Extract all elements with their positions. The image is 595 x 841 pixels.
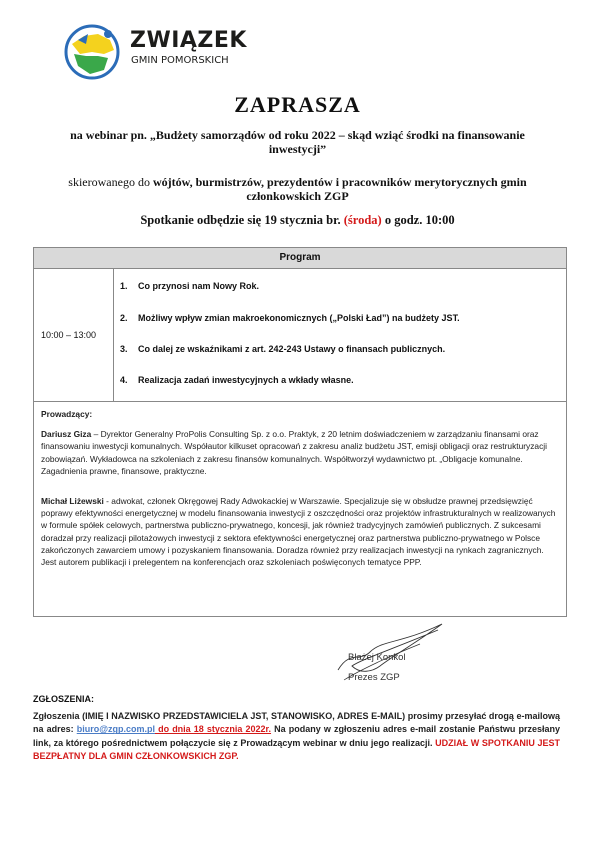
agenda-item: 2. Możliwy wpływ zmian makroekonomicznych („Polski Ład”) na budżety JST. — [120, 313, 460, 323]
signatory-name: Błażej Konkol — [348, 652, 406, 663]
deadline: do dnia 18 stycznia 2022r. — [155, 724, 272, 735]
email-link[interactable]: biuro@zgp.com.pl — [76, 724, 155, 735]
speaker-name: Michał Liżewski — [41, 496, 104, 507]
speakers-section — [41, 408, 561, 568]
free-notice: UDZIAŁ W SPOTKANIU JEST BEZPŁATNY DLA GMIN CZŁONKOWSKICH ZGP. — [33, 737, 560, 762]
row-divider — [34, 401, 566, 402]
audience-bold: wójtów, burmistrzów, prezydentów i pracowników merytorycznych gmin członkowskich ZGP — [152, 175, 527, 203]
zgp-logo — [64, 24, 247, 80]
webinar-title: na webinar pn. „Budżety samorządów od roku 2022 – skąd wziąć środki na finansowanie inwestycji” — [70, 128, 525, 156]
speaker-name: Dariusz Giza — [41, 429, 92, 440]
speaker-bio: Michał Liżewski - adwokat, członek Okręgowej Rady Adwokackiej w Warszawie. Specjalizuje się w obsłudze prawnej przedsięwzięć poprawy efektywności energetycznej w modelu finansowania inwestycji z oszczędności oraz projektów infrastrukturalnych w realizowanych w formule spółek celowych, partnerstwa publiczno-prywatnego, koncesji, jak również tradycyjnych zamówień publicznych. Z sukcesami doradzał przy realizacji pilotażowych inwestycji z sektora efektywności energetycznej oraz partnerstwa publiczno-prywatnego w Polsce zakończonych zawarciem umowy i pozyskaniem finansowania. Doradza również przy realizacjach inwestycji na rynkach zagranicznych. Jest autorem publikacji i prelegentem na konferencjach oraz szkoleniach poświęconych tematyce PPP. — [41, 496, 556, 568]
pomerania-map-icon — [64, 24, 126, 80]
logo-title: ZWIĄZEK — [130, 28, 247, 53]
speaker-bio: Dariusz Giza – Dyrektor Generalny ProPolis Consulting Sp. z o.o. Praktyk, z 20 letnim doświadczeniem w zarządzaniu finansami oraz finansowaniu inwestycji komunalnych. Współautor kilkuset opracowań z zakresu analiz budżetu JST, emisji obligacji oraz restrukturyzacji zobowiązań. Wykładowca na szkoleniach z zakresu finansów komunalnych. Współtworzył wydawnictwo pt. „Obligacje komunalne. Zagadnienia prawne, finansowe, praktyczne. — [41, 429, 547, 476]
meeting-suffix: o godz. 10:00 — [381, 213, 455, 227]
audience-prefix: skierowanego do — [68, 175, 153, 189]
meeting-prefix: Spotkanie odbędzie się 19 stycznia br. — [140, 213, 344, 227]
program-time: 10:00 – 13:00 — [34, 269, 114, 401]
logo-subtitle: GMIN POMORSKICH — [131, 55, 229, 66]
speakers-heading: Prowadzący: — [41, 409, 93, 419]
signatory-role: Prezes ZGP — [348, 672, 400, 683]
agenda-item: 3. Co dalej ze wskaźnikami z art. 242-243 Ustawy o finansach publicznych. — [120, 344, 446, 354]
program-header: Program — [34, 248, 566, 269]
audience-line — [40, 175, 555, 203]
meeting-line — [40, 213, 555, 227]
registration-text: Zgłoszenia (IMIĘ I NAZWISKO PRZEDSTAWICIELA JST, STANOWISKO, ADRES E-MAIL) prosimy przesyłać drogą e-mailową na adres: biuro@zgp.com.pl do dnia 18 stycznia 2022r. Na podany w zgłoszeniu adres e-mail zostanie Państwu przesłany link, za którego pośrednictwem połączycie się z Prowadzącym webinar w dniu jego realizacji. UDZIAŁ W SPOTKANIU JEST BEZPŁATNY DLA GMIN CZŁONKOWSKICH ZGP. — [33, 711, 560, 762]
headline: ZAPRASZA — [234, 92, 361, 117]
meeting-day: (środa) — [343, 213, 382, 227]
registration-heading: ZGŁOSZENIA: — [33, 694, 94, 704]
agenda-item: 1. Co przynosi nam Nowy Rok. — [120, 281, 260, 291]
agenda-item: 4. Realizacja zadań inwestycyjnych a wkłady własne. — [120, 375, 354, 385]
program-table — [33, 247, 567, 617]
